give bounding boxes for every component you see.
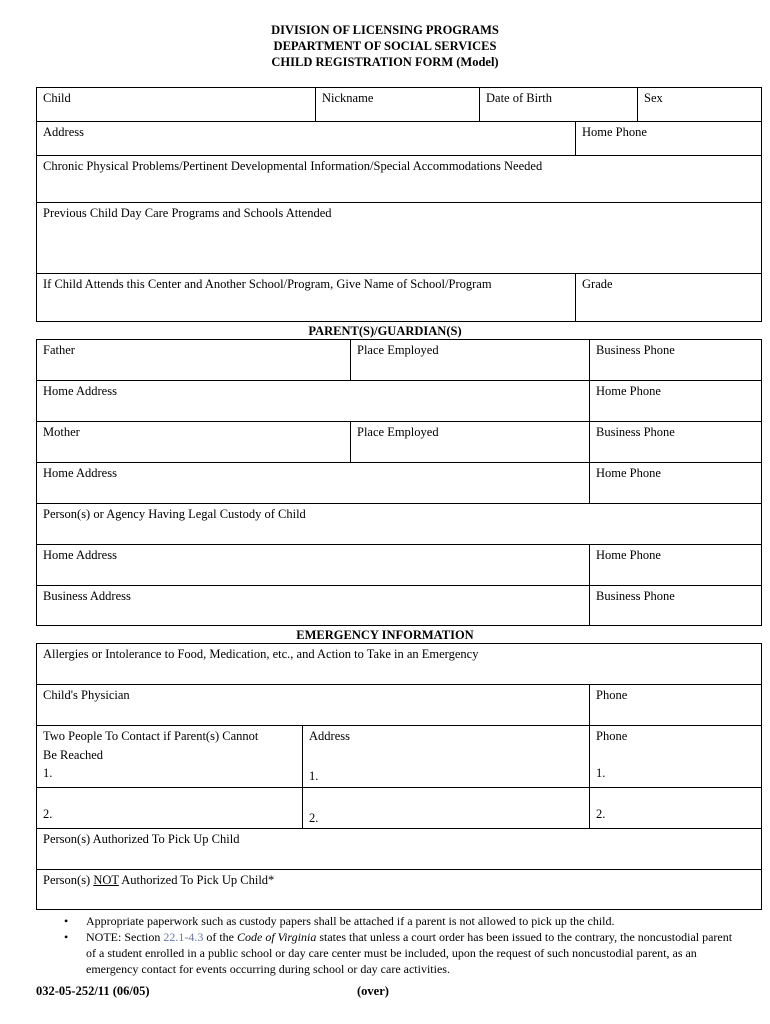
contact-2-phone-field[interactable]: 2.	[596, 807, 606, 821]
authorized-pickup-field[interactable]: Person(s) Authorized To Pick Up Child	[43, 832, 240, 846]
child-address-field[interactable]: Address	[43, 125, 84, 139]
form-title: CHILD REGISTRATION FORM (Model)	[271, 55, 499, 69]
agency-department: DEPARTMENT OF SOCIAL SERVICES	[273, 39, 497, 53]
notes-list	[60, 913, 740, 977]
contact-1-phone-field[interactable]: 1.	[596, 766, 606, 780]
mother-place-employed-field[interactable]: Place Employed	[357, 425, 439, 439]
date-of-birth-field[interactable]: Date of Birth	[486, 91, 552, 105]
contact-label-line2: Be Reached	[43, 748, 104, 762]
code-section-link[interactable]: 22.1-4.3	[163, 930, 204, 944]
emergency-section-title: EMERGENCY INFORMATION	[296, 628, 474, 642]
custody-home-phone-field[interactable]: Home Phone	[596, 548, 661, 562]
custody-business-address-field[interactable]: Business Address	[43, 589, 131, 603]
form-number: 032-05-252/11 (06/05)	[36, 984, 150, 998]
contact-2-name-field[interactable]: 2.	[43, 807, 53, 821]
contact-1-name-field[interactable]: 1.	[43, 766, 53, 780]
custody-paperwork-note: • Appropriate paperwork such as custody papers shall be attached if a parent is not allowed to pick up the child.	[64, 914, 615, 928]
not-authorized-pickup-field[interactable]: Person(s) NOT Authorized To Pick Up Child*	[43, 873, 275, 887]
contact-phone-label: Phone	[596, 729, 628, 743]
father-place-employed-field[interactable]: Place Employed	[357, 343, 439, 357]
previous-programs-field[interactable]: Previous Child Day Care Programs and Schools Attended	[43, 206, 332, 220]
contact-address-label: Address	[309, 729, 350, 743]
over-indicator: (over)	[357, 984, 389, 998]
mother-home-address-field[interactable]: Home Address	[43, 466, 117, 480]
allergies-field[interactable]: Allergies or Intolerance to Food, Medication, etc., and Action to Take in an Emergency	[43, 647, 479, 661]
not-emphasis: NOT	[93, 873, 119, 887]
nickname-field[interactable]: Nickname	[322, 91, 374, 105]
legal-custody-field[interactable]: Person(s) or Agency Having Legal Custody of Child	[43, 507, 306, 521]
bullet-icon: •	[64, 930, 69, 944]
child-name-field[interactable]: Child	[43, 91, 71, 105]
bullet-icon: •	[64, 914, 69, 928]
contact-label-line1: Two People To Contact if Parent(s) Cannot	[43, 729, 259, 743]
contact-1-address-field[interactable]: 1.	[309, 769, 319, 783]
parents-section-title: PARENT(S)/GUARDIAN(S)	[308, 324, 462, 338]
custody-business-phone-field[interactable]: Business Phone	[596, 589, 675, 603]
child-home-phone-field[interactable]: Home Phone	[582, 125, 647, 139]
mother-business-phone-field[interactable]: Business Phone	[596, 425, 675, 439]
physician-phone-field[interactable]: Phone	[596, 688, 628, 702]
noncustodial-parent-note: • NOTE: Section 22.1-4.3 of the Code of Virginia states that unless a court order has been issued to the contrary, the noncustodial parent of a student enrolled in a public school or day care center must be included, upon the request of such noncustodial parent, as an emergency contact for events occurring during school or day care activities.	[64, 930, 733, 976]
physician-field[interactable]: Child's Physician	[43, 688, 130, 702]
father-business-phone-field[interactable]: Business Phone	[596, 343, 675, 357]
mother-field[interactable]: Mother	[43, 425, 80, 439]
other-school-field[interactable]: If Child Attends this Center and Another School/Program, Give Name of School/Program	[43, 277, 492, 291]
mother-home-phone-field[interactable]: Home Phone	[596, 466, 661, 480]
father-field[interactable]: Father	[43, 343, 75, 357]
sex-field[interactable]: Sex	[644, 91, 663, 105]
father-home-address-field[interactable]: Home Address	[43, 384, 117, 398]
custody-home-address-field[interactable]: Home Address	[43, 548, 117, 562]
contact-2-address-field[interactable]: 2.	[309, 811, 319, 825]
grade-field[interactable]: Grade	[582, 277, 613, 291]
chronic-problems-field[interactable]: Chronic Physical Problems/Pertinent Developmental Information/Special Accommodations Needed	[43, 159, 543, 173]
agency-division: DIVISION OF LICENSING PROGRAMS	[271, 23, 499, 37]
code-of-virginia: Code of Virginia	[236, 930, 317, 944]
father-home-phone-field[interactable]: Home Phone	[596, 384, 661, 398]
